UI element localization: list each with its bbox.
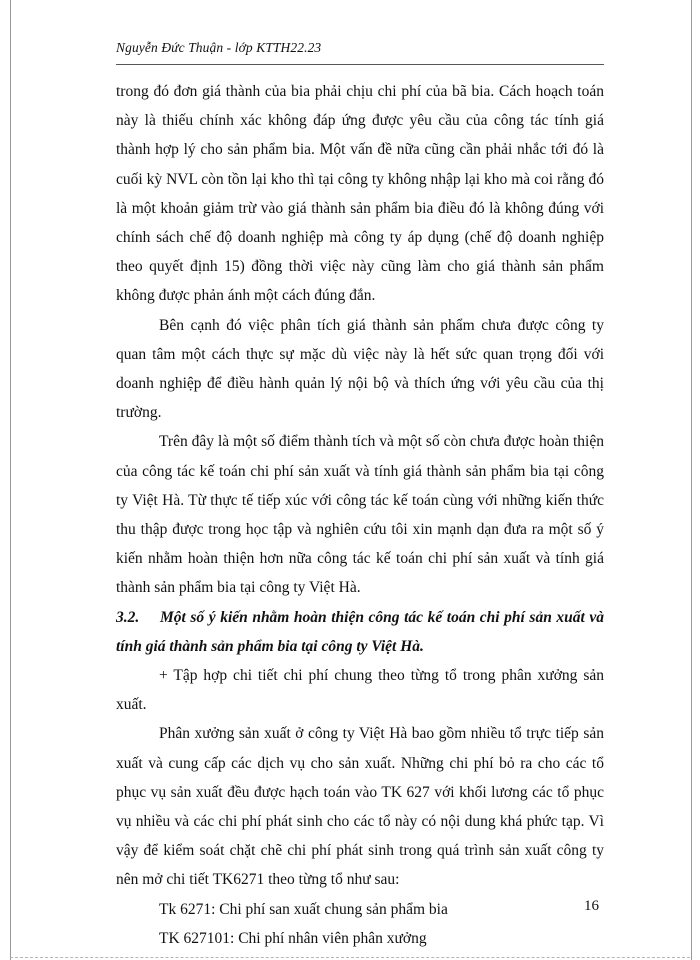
paragraph: + Tập hợp chi tiết chi phí chung theo từng tổ trong phân xưởng sản xuất. — [116, 667, 604, 714]
account-line: TK 627101: Chi phí nhân viên phân xưởng — [159, 929, 427, 947]
section-heading — [116, 603, 604, 661]
document-body — [116, 77, 604, 953]
paragraph: Trên đây là một số điểm thành tích và một số còn chưa được hoàn thiện của công tác kế toán chi phí sản xuất và tính giá thành sản phẩm bia tại công ty Việt Hà. Từ thực tế tiếp xúc với công tác kế toán cùng với những kiến thức thu thập được trong học tập và nghiên cứu tôi xin mạnh dạn đưa ra một số ý kiến nhằm hoàn thiện hơn nữa công tác kế toán chi phí sản xuất và tính giá thành sản phẩm bia tại công ty Việt Hà. — [116, 433, 604, 597]
page-number: 16 — [584, 898, 599, 914]
paragraph: Bên cạnh đó việc phân tích giá thành sản phẩm chưa được công ty quan tâm một cách thực sự mặc dù việc này là hết sức quan trọng đối với doanh nghiệp để điều hành quản lý nội bộ và thích ứng với yêu cầu của thị trường. — [116, 316, 604, 422]
section-title: Một số ý kiến nhằm hoàn thiện công tác kế toán chi phí sản xuất và tính giá thành sản phẩm bia tại công ty Việt Hà. — [116, 608, 604, 655]
header-divider — [116, 64, 604, 65]
account-line: Tk 6271: Chi phí san xuất chung sản phẩm bia — [159, 900, 448, 918]
page-bottom-border — [10, 957, 690, 958]
paragraph: Phân xưởng sản xuất ở công ty Việt Hà bao gồm nhiều tổ trực tiếp sản xuất và cung cấp các dịch vụ cho sản xuất. Những chi phí bỏ ra cho các tổ phục vụ sản xuất đều được hạch toán vào TK 627 với khối lương các tổ phục vụ nhiều và các chi phí phát sinh cho các tổ này có nội dung khá phức tạp. Vì vậy để kiểm soát chặt chẽ chi phí phát sinh trong quá trình sản xuất công ty nên mở chi tiết TK6271 theo từng tổ như sau: — [116, 725, 604, 889]
page-header: Nguyễn Đức Thuận - lớp KTTH22.23 — [116, 40, 322, 55]
section-number: 3.2. — [116, 608, 140, 626]
paragraph: trong đó đơn giá thành của bia phải chịu chi phí của bã bia. Cách hoạch toán này là thiếu chính xác không đáp ứng được yêu cầu của công tác tính giá thành hợp lý cho sản phẩm bia. Một vấn đề nữa cũng cần phải nhắc tới đó là cuối kỳ NVL còn tồn lại kho thì tại công ty không nhập lại kho mà coi rằng đó là một khoản giảm trừ vào giá thành sản phẩm bia điều đó là không đúng với chính sách chế độ doanh nghiệp mà công ty áp dụng (chế độ doanh nghiệp theo quyết định 15) đồng thời việc này cũng làm cho giá thành sản phẩm không được phản ánh một cách đúng đắn. — [116, 83, 604, 305]
